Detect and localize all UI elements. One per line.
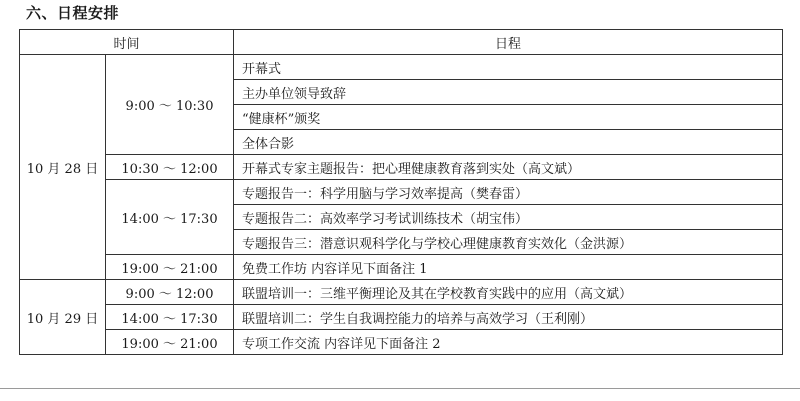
table-row: [20, 255, 783, 280]
table-row: [20, 155, 783, 180]
time-cell: 9:00 ～ 10:30: [106, 55, 234, 155]
time-column-header: 时间: [20, 30, 234, 55]
section-title: 六、日程安排: [26, 4, 120, 22]
time-cell: 19:00 ～ 21:00: [106, 330, 234, 355]
table-row: [20, 330, 783, 355]
schedule-item: 主办单位领导致辞: [234, 80, 783, 105]
schedule-column-header: 日程: [234, 30, 783, 55]
time-cell: 9:00 ～ 12:00: [106, 280, 234, 305]
time-cell: 19:00 ～ 21:00: [106, 255, 234, 280]
schedule-item: 全体合影: [234, 130, 783, 155]
table-row: [20, 180, 783, 205]
schedule-item: 开幕式专家主题报告：把心理健康教育落到实处（高文斌）: [234, 155, 783, 180]
schedule-item: 专题报告三：潜意识观科学化与学校心理健康教育实效化（金洪源）: [234, 230, 783, 255]
schedule-item: 专题报告二：高效率学习考试训练技术（胡宝伟）: [234, 205, 783, 230]
table-header-row: [20, 30, 783, 55]
schedule-item: 免费工作坊 内容详见下面备注 1: [234, 255, 783, 280]
schedule-item: 专项工作交流 内容详见下面备注 2: [234, 330, 783, 355]
footer-divider: [0, 388, 800, 389]
schedule-item: 联盟培训一：三维平衡理论及其在学校教育实践中的应用（高文斌）: [234, 280, 783, 305]
schedule-table: [19, 29, 783, 355]
table-row: [20, 280, 783, 305]
date-cell: 10 月 28 日: [20, 55, 106, 280]
table-row: [20, 305, 783, 330]
time-cell: 10:30 ～ 12:00: [106, 155, 234, 180]
schedule-item: 专题报告一：科学用脑与学习效率提高（樊春雷）: [234, 180, 783, 205]
time-cell: 14:00 ～ 17:30: [106, 180, 234, 255]
date-cell: 10 月 29 日: [20, 280, 106, 355]
schedule-item: “健康杯”颁奖: [234, 105, 783, 130]
schedule-item: 联盟培训二：学生自我调控能力的培养与高效学习（王利刚）: [234, 305, 783, 330]
table-row: [20, 55, 783, 80]
time-cell: 14:00 ～ 17:30: [106, 305, 234, 330]
schedule-item: 开幕式: [234, 55, 783, 80]
